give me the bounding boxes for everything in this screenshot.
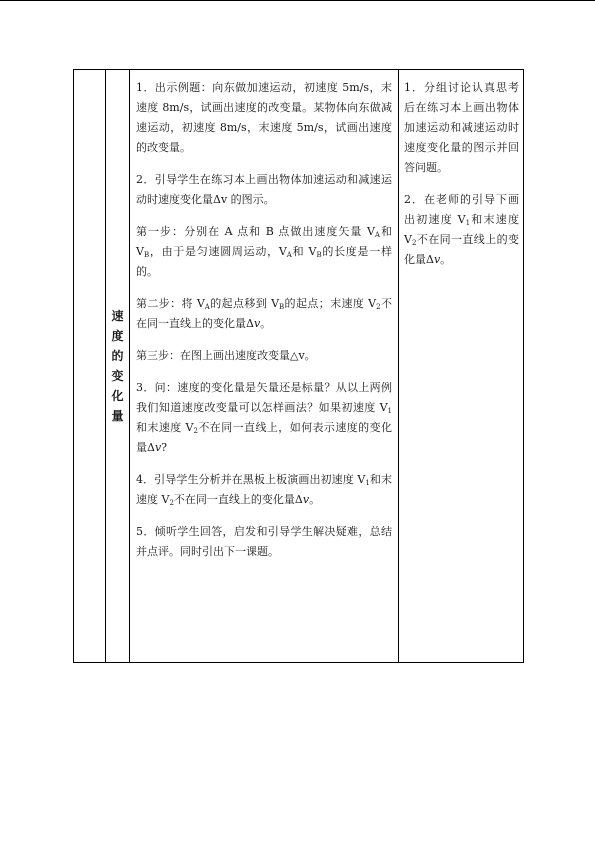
- teacher-item-4: 4．引导学生分析并在黑板上板演画出初速度 $V_1$和末速度 $V_2$不在同一直线上的变化量Δv。: [136, 473, 392, 507]
- blank-column-cell: [74, 70, 106, 663]
- teacher-item-2: 2．引导学生在练习本上画出物体加速运动和减速运动时速度变化量Δv 的图示。: [136, 173, 392, 206]
- teacher-activity-cell: [130, 70, 399, 663]
- topic-label: 速度的变化量: [111, 309, 124, 423]
- student-item-1: 1．分组讨论认真思考后在练习本上画出物体加速运动和减速运动时速度变化量的图示并回答问题。: [404, 81, 519, 174]
- teacher-step-1: 第一步：分别在 A 点和 B 点做出速度矢量 $V_A$和 $V_B$，由于是匀速圆周运动，$V_A$和 $V_B$的长度是一样的。: [136, 225, 393, 278]
- topic-cell: [106, 70, 130, 663]
- lesson-plan-table: [73, 69, 524, 663]
- student-activity-content: [399, 70, 523, 276]
- teacher-item-1: 1．出示例题：向东做加速运动，初速度 5m/s，末速度 8m/s，试画出速度的改变量。某物体向东做减速运动，初速度 8m/s，末速度 5m/s，试画出速度的改变量。: [136, 81, 392, 154]
- teacher-activity-content: [130, 70, 398, 662]
- teacher-step-2: 第二步：将 $V_A$的起点移到 $V_B$的起点；末速度 $V_2$不在同一直线上的变化量Δv。: [136, 297, 392, 330]
- page-top-rule: [0, 0, 595, 1]
- teacher-step-3: 第三步：在图上画出速度改变量△v。: [136, 349, 316, 362]
- table-row: [74, 70, 524, 663]
- student-item-2: 2．在老师的引导下画出初速度 $V_1$和末速度 $V_2$不在同一直线上的变化量Δv。: [404, 193, 520, 266]
- student-activity-cell: [399, 70, 524, 663]
- teacher-item-5: 5．倾听学生回答，启发和引导学生解决疑难，总结并点评。同时引出下一课题。: [136, 525, 392, 558]
- teacher-item-3: 3．问：速度的变化量是矢量还是标量？从以上两例我们知道速度改变量可以怎样画法？如果初速度 $V_1$和末速度 $V_2$不在同一直线上，如何表示速度的变化量Δv?: [136, 381, 392, 454]
